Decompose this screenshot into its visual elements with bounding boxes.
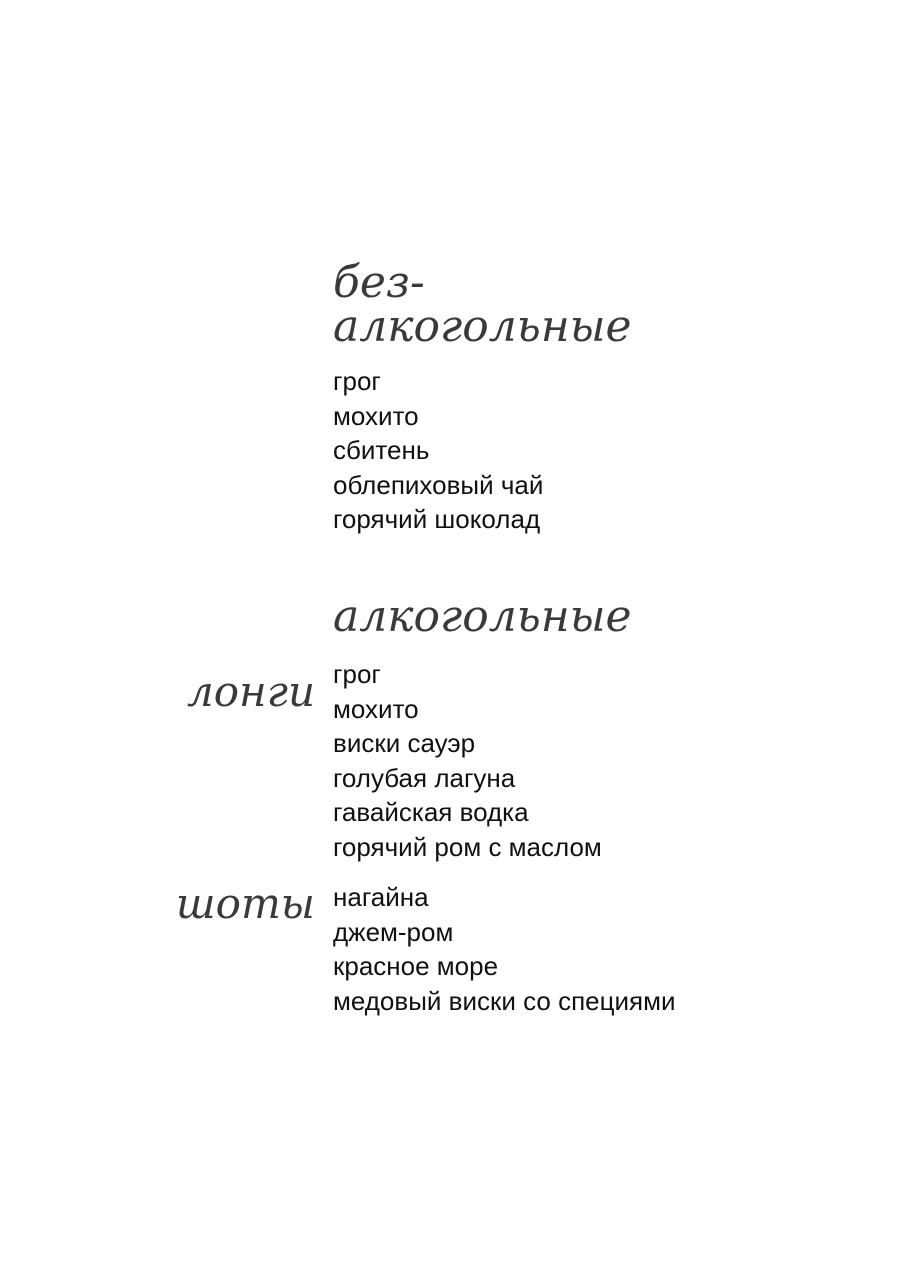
list-item: сбитень <box>333 435 430 465</box>
alcoholic-title: алкогольные <box>333 591 632 642</box>
list-item: горячий шоколад <box>333 504 541 534</box>
non-alcoholic-title-line1: без- <box>333 257 425 308</box>
list-item: мохито <box>333 693 419 724</box>
list-item: голубая лагуна <box>333 762 516 793</box>
list-item: горячий ром с маслом <box>333 831 602 862</box>
list-item: джем-ром <box>333 916 454 947</box>
list-item: красное море <box>333 951 499 981</box>
list-item: медовый виски со специями <box>333 985 676 1016</box>
longs-label: лонги <box>187 667 315 716</box>
non-alcoholic-list <box>333 364 543 537</box>
list-item: гавайская водка <box>333 797 529 827</box>
non-alcoholic-title-line2: алкогольные <box>333 301 632 352</box>
list-item: грог <box>333 659 381 689</box>
list-item: виски сауэр <box>333 728 476 758</box>
list-item: облепиховый чай <box>333 469 544 500</box>
list-item: нагайна <box>333 882 429 912</box>
list-item: мохито <box>333 400 419 431</box>
shots-label: шоты <box>175 879 315 928</box>
shots-list <box>333 880 676 1018</box>
longs-list <box>333 657 602 864</box>
list-item: грог <box>333 366 381 396</box>
